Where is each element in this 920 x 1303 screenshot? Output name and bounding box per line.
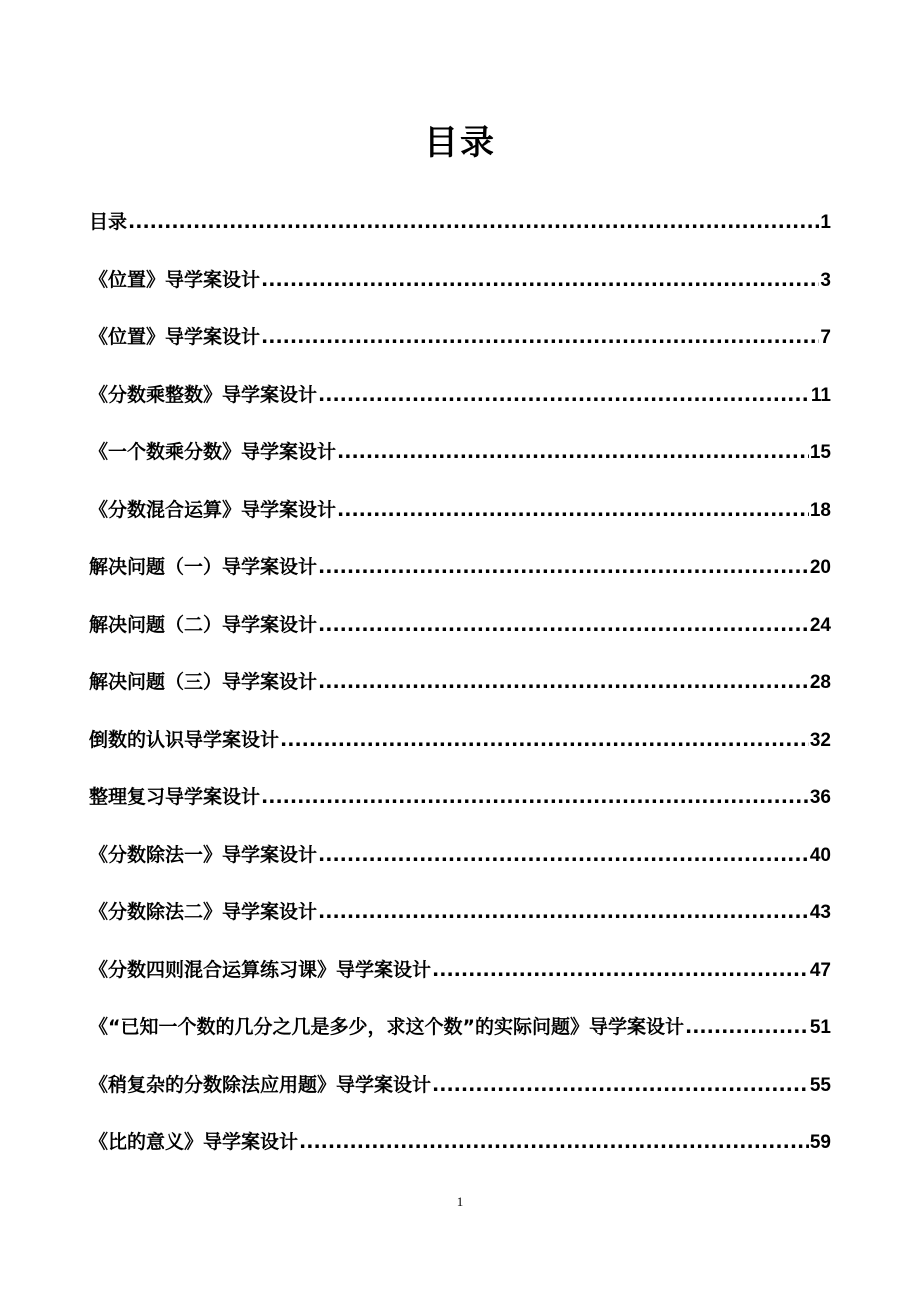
toc-dot-leader: [318, 835, 809, 875]
toc-entry-page: 24: [809, 614, 831, 636]
toc-entry-page: 55: [809, 1074, 831, 1096]
toc-dot-leader: [318, 892, 809, 932]
toc-entry-title: 《分数四则混合运算练习课》导学案设计: [89, 958, 432, 981]
toc-entry-page: 28: [809, 672, 831, 693]
toc-dot-leader: [261, 317, 819, 357]
toc-entry-page: 1: [820, 212, 831, 233]
toc-entry-title: 《位置》导学案设计: [89, 268, 261, 291]
toc-entry[interactable]: [89, 1007, 831, 1065]
toc-entry[interactable]: [89, 547, 831, 605]
toc-entry[interactable]: [89, 317, 831, 375]
toc-entry[interactable]: [89, 375, 831, 433]
toc-entry-title: 倒数的认识导学案设计: [89, 728, 280, 751]
toc-entry-title: 解决问题（二）导学案设计: [89, 613, 318, 636]
toc-dot-leader: [685, 1007, 809, 1047]
toc-entry[interactable]: [89, 892, 831, 950]
toc-dot-leader: [318, 547, 809, 587]
toc-dot-leader: [299, 1122, 809, 1162]
toc-entry-title: 《分数混合运算》导学案设计: [89, 498, 337, 521]
page-title: 目录: [424, 123, 496, 163]
toc-entry[interactable]: [89, 432, 831, 490]
toc-entry-page: 40: [809, 844, 831, 866]
toc-entry-title: 《分数除法一》导学案设计: [89, 843, 318, 866]
toc-entry-page: 20: [809, 557, 831, 578]
toc-dot-leader: [432, 1065, 809, 1105]
toc-dot-leader: [280, 720, 809, 760]
toc-entry[interactable]: [89, 202, 831, 260]
table-of-contents: [89, 202, 831, 1180]
toc-entry-title: 《一个数乘分数》导学案设计: [89, 441, 337, 463]
toc-entry-page: 43: [809, 902, 831, 923]
toc-entry[interactable]: [89, 662, 831, 720]
toc-entry-page: 18: [809, 499, 831, 521]
toc-entry[interactable]: [89, 1122, 831, 1180]
toc-entry[interactable]: [89, 950, 831, 1008]
toc-dot-leader: [432, 950, 809, 990]
toc-entry-title: 《位置》导学案设计: [89, 326, 261, 348]
toc-entry-page: 15: [809, 442, 831, 463]
toc-entry-title: 整理复习导学案设计: [89, 786, 261, 808]
toc-entry[interactable]: [89, 720, 831, 778]
toc-entry-title: 《分数乘整数》导学案设计: [89, 383, 318, 406]
toc-entry-title: 《比的意义》导学案设计: [89, 1131, 299, 1153]
toc-dot-leader: [318, 605, 809, 645]
toc-dot-leader: [337, 490, 809, 530]
toc-entry-title: 目录: [89, 211, 128, 233]
toc-entry[interactable]: [89, 260, 831, 318]
toc-entry-page: 3: [820, 269, 831, 291]
toc-entry[interactable]: [89, 490, 831, 548]
toc-entry[interactable]: [89, 777, 831, 835]
toc-dot-leader: [128, 202, 819, 242]
toc-dot-leader: [337, 432, 809, 472]
toc-entry-title: 《“已知一个数的几分之几是多少，求这个数”的实际问题》导学案设计: [89, 1016, 684, 1038]
toc-entry-title: 《稍复杂的分数除法应用题》导学案设计: [89, 1073, 432, 1096]
toc-entry-page: 51: [809, 1017, 831, 1038]
toc-entry-title: 解决问题（三）导学案设计: [89, 671, 318, 693]
toc-entry-title: 解决问题（一）导学案设计: [89, 556, 318, 578]
toc-dot-leader: [318, 662, 809, 702]
toc-entry-page: 7: [820, 327, 831, 348]
toc-entry-title: 《分数除法二》导学案设计: [89, 901, 318, 923]
toc-dot-leader: [261, 777, 809, 817]
toc-entry-page: 47: [809, 959, 831, 981]
toc-entry-page: 11: [810, 384, 831, 406]
page-number: 1: [456, 1194, 464, 1209]
toc-entry[interactable]: [89, 605, 831, 663]
toc-entry-page: 59: [809, 1132, 831, 1153]
toc-entry[interactable]: [89, 1065, 831, 1123]
toc-dot-leader: [318, 375, 810, 415]
toc-entry-page: 36: [809, 787, 831, 808]
toc-entry[interactable]: [89, 835, 831, 893]
toc-dot-leader: [261, 260, 819, 300]
toc-entry-page: 32: [809, 729, 831, 751]
